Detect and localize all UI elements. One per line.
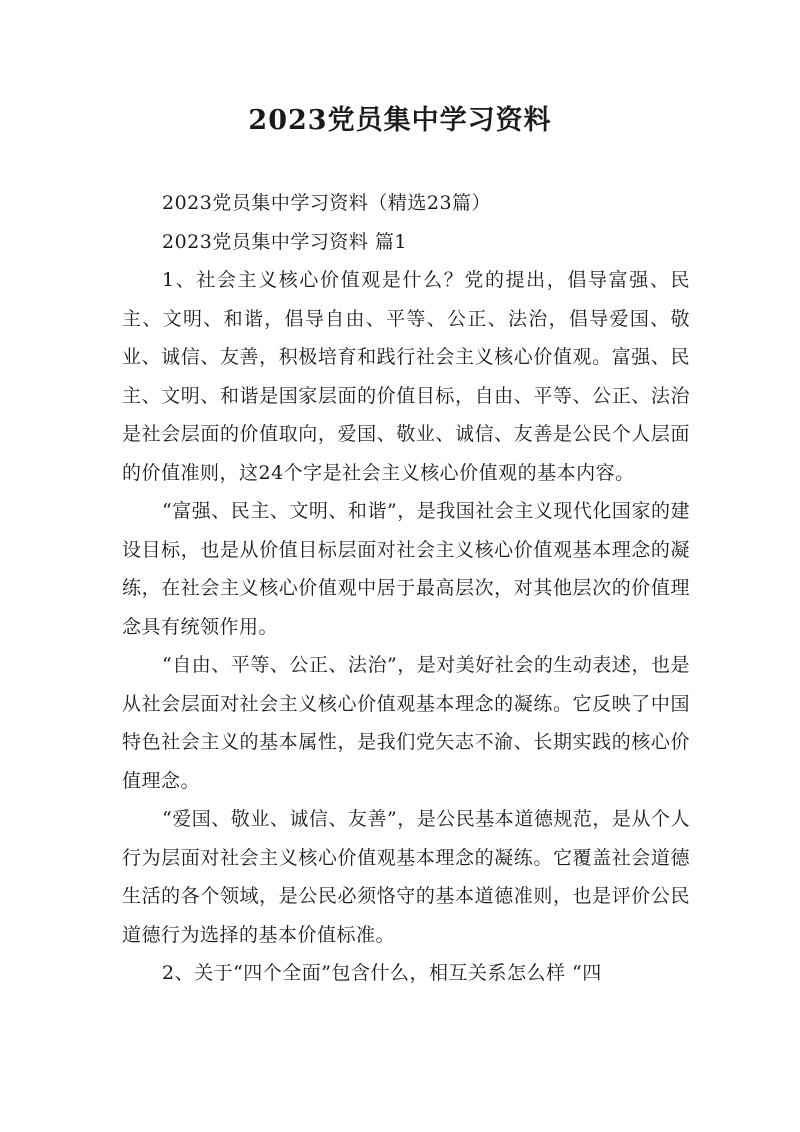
document-title: 2023党员集中学习资料: [248, 105, 552, 136]
paragraph: 1、社会主义核心价值观是什么？党的提出，倡导富强、民主、文明、和谐，倡导自由、平等、公正、法治，倡导爱国、敬业、诚信、友善，积极培育和践行社会主义核心价值观。富强、民主、文明、和谐是国家层面的价值目标，自由、平等、公正、法治是社会层面的价值取向，爱国、敬业、诚信、友善是公民个人层面的价值准则，这24个字是社会主义核心价值观的基本内容。: [122, 269, 690, 484]
paragraph: “爱国、敬业、诚信、友善”，是公民基本道德规范，是从个人行为层面对社会主义核心价值观基本理念的凝练。它覆盖社会道德生活的各个领域，是公民必须恪守的基本道德准则，也是评价公民道德行为选择的基本价值标准。: [122, 808, 690, 946]
section-heading: 2023党员集中学习资料 篇1: [162, 230, 407, 253]
paragraph: “富强、民主、文明、和谐”，是我国社会主义现代化国家的建设目标，也是从价值目标层面对社会主义核心价值观基本理念的凝练，在社会主义核心价值观中居于最高层次，对其他层次的价值理念具有统领作用。: [122, 500, 690, 638]
document-body: [122, 184, 690, 993]
paragraph: “自由、平等、公正、法治”，是对美好社会的生动表述，也是从社会层面对社会主义核心价值观基本理念的凝练。它反映了中国特色社会主义的基本属性，是我们党矢志不渝、长期实践的核心价值理念。: [122, 654, 690, 792]
document-subtitle: 2023党员集中学习资料（精选23篇）: [162, 192, 492, 214]
paragraph: 2、关于“四个全面”包含什么，相互关系怎么样 “四: [162, 962, 602, 984]
